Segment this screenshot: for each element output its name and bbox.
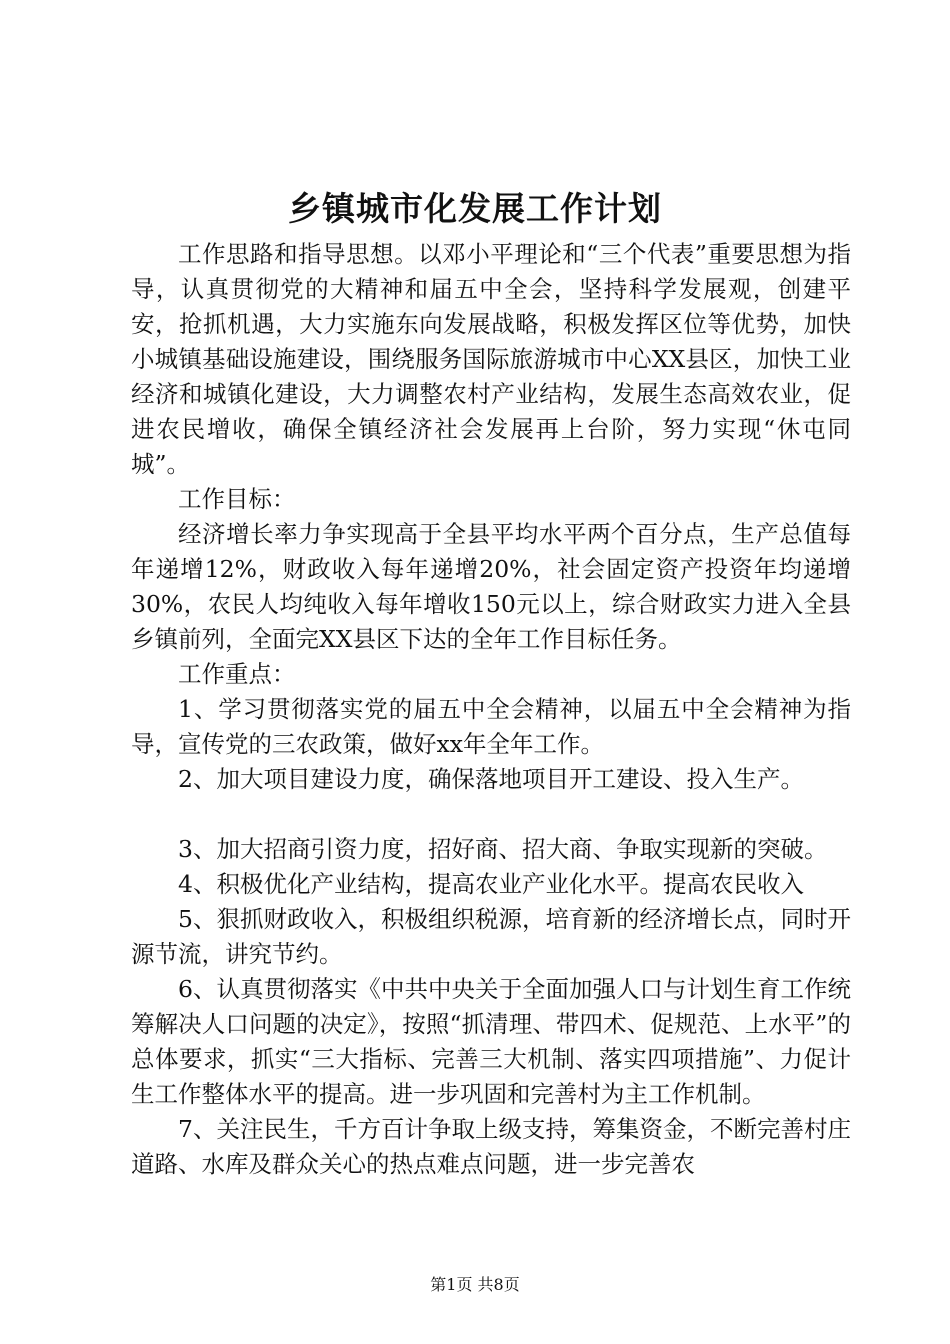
list-item-6: 6、认真贯彻落实《中共中央关于全面加强人口与计划生育工作统筹解决人口问题的决定》，按照“抓清理、带四术、促规范、上水平”的总体要求，抓实“三大指标、完善三大机制、落实四项措施”、力促计生工作整体水平的提高。进一步巩固和完善村为主工作机制。: [131, 975, 851, 1108]
paragraph-guiding-thought: 工作思路和指导思想。以邓小平理论和“三个代表”重要思想为指导，认真贯彻党的大精神和届五中全会，坚持科学发展观，创建平安，抢抓机遇，大力实施东向发展战略，积极发挥区位等优势，加快小城镇基础设施建设，围绕服务国际旅游城市中心XX县区，加快工业经济和城镇化建设，大力调整农村产业结构，发展生态高效农业，促进农民增收，确保全镇经济社会发展再上台阶，努力实现“休屯同城”。: [131, 240, 851, 478]
list-item-4: 4、积极优化产业结构，提高农业产业化水平。提高农民收入: [178, 870, 804, 898]
heading-work-goals: 工作目标：: [178, 485, 296, 513]
page-footer: 第1页 共8页: [430, 1275, 520, 1294]
list-item-3: 3、加大招商引资力度，招好商、招大商、争取实现新的突破。: [178, 835, 828, 863]
list-item-1: 1、学习贯彻落实党的届五中全会精神，以届五中全会精神为指导，宣传党的三农政策，做好xx年全年工作。: [131, 695, 851, 758]
document-title: 乡镇城市化发展工作计划: [288, 189, 662, 228]
heading-work-priorities: 工作重点：: [178, 660, 296, 688]
list-item-7: 7、关注民生，千方百计争取上级支持，筹集资金，不断完善村庄道路、水库及群众关心的热点难点问题，进一步完善农: [131, 1115, 851, 1178]
document-body: [131, 237, 851, 1182]
paragraph-work-goals: 经济增长率力争实现高于全县平均水平两个百分点，生产总值每年递增12%，财政收入每年递增20%，社会固定资产投资年均递增30%，农民人均纯收入每年增收150元以上，综合财政实力进入全县乡镇前列，全面完XX县区下达的全年工作目标任务。: [131, 520, 851, 653]
list-item-5: 5、狠抓财政收入，积极组织税源，培育新的经济增长点，同时开源节流，讲究节约。: [131, 905, 851, 968]
list-item-2: 2、加大项目建设力度，确保落地项目开工建设、投入生产。: [178, 765, 804, 793]
